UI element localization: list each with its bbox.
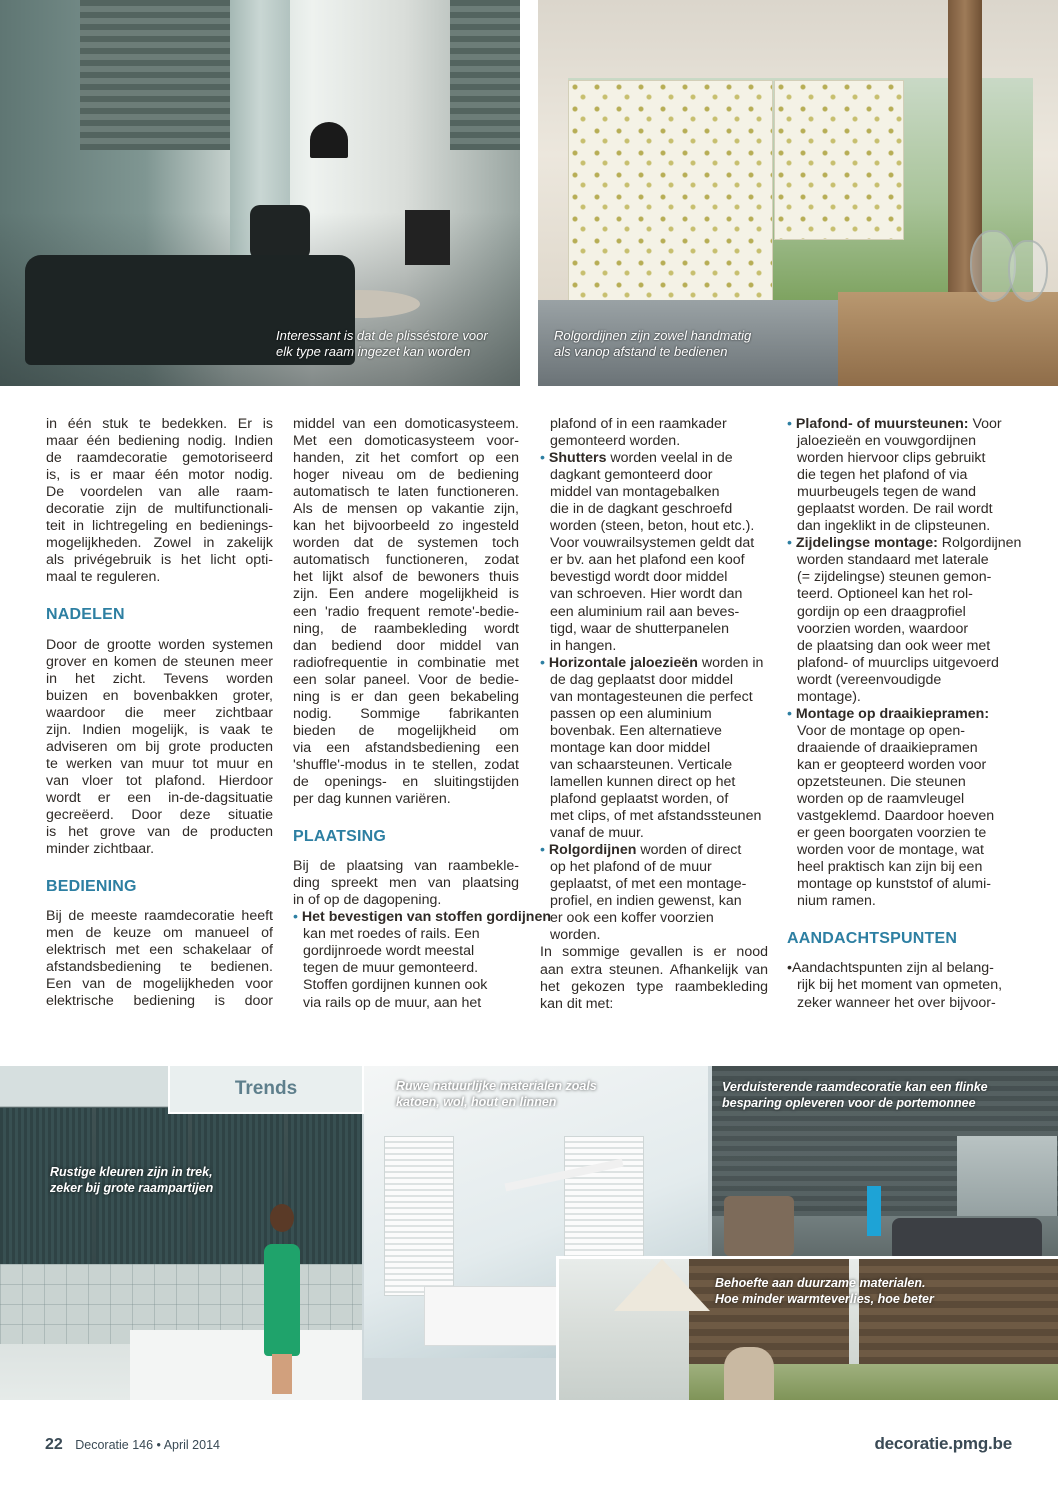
text-line: plafond of in een raamkader xyxy=(550,416,727,432)
text-line: geplaatst, of met een montage- xyxy=(550,876,747,893)
photo-caption-right: Rolgordijnen zijn zowel handmatig als vanop afstand te bedienen xyxy=(554,328,752,359)
bullet-title: Rolgordijnen xyxy=(548,842,637,859)
text-line: worden (steen, beton, hout etc.). xyxy=(550,518,755,535)
text-line: wordt er een in-de-dagsituatie xyxy=(46,789,273,806)
text-line: grover en komen de steunen meer xyxy=(46,653,273,670)
text-line: middel van montagebalken xyxy=(550,484,720,501)
text-line: aan extra steunen. Afhankelijk van xyxy=(540,961,768,978)
person-figure xyxy=(724,1347,774,1400)
bullet-line xyxy=(293,909,552,926)
text-line: worden. xyxy=(550,927,601,944)
text-line: dan bediend door middel van xyxy=(293,637,519,654)
shutter-panel xyxy=(384,1136,454,1296)
text-line: Bij de meeste raamdecoratie heeft xyxy=(46,908,273,925)
bullet-title: Shutters xyxy=(548,450,607,467)
text-line: zijn. Indien mogelijk, is vaak te xyxy=(46,721,273,738)
bullet-line xyxy=(540,450,768,467)
text-line: mogelijkheden. Zowel in zakelijk xyxy=(46,535,273,552)
text-line: bovenbak. Een alternatieve xyxy=(550,722,722,739)
trend-photo-office-blinds xyxy=(0,1066,362,1400)
text-line: dagkant gemonteerd door xyxy=(550,467,713,484)
bullet-plafond-muursteunen xyxy=(787,416,1016,535)
text-line: zijn. Een andere mogelijkheid is xyxy=(293,586,519,603)
text-line: de openings- en sluitingstijden xyxy=(293,773,519,790)
text-line: automatisch te laten functioneren. xyxy=(293,484,519,501)
text-line: een solar paneel. Voor de bedie- xyxy=(293,671,519,688)
bullet-dot: • xyxy=(787,535,792,552)
text-line: Voor vouwrailsystemen geldt dat xyxy=(550,535,755,552)
text-line: montage op kunststof of alumi- xyxy=(797,876,991,893)
text-line: van schroeven. Hier wordt dan xyxy=(550,586,743,603)
text-line: van vloer tot plafond. Hierdoor xyxy=(46,772,273,789)
bullet-text: worden of direct xyxy=(636,842,742,859)
text-line: passen op een aluminium xyxy=(550,705,712,722)
text-line: als privégebruik is het licht opti- xyxy=(46,552,273,569)
bullet-line xyxy=(787,960,1016,977)
wooden-table xyxy=(838,292,1058,386)
text-line: draaiende of draaikiepramen xyxy=(797,739,978,756)
publication-info: Decoratie 146 • April 2014 xyxy=(75,1438,220,1452)
text-line: teit in lichtregeling en bedienings- xyxy=(46,518,273,535)
bullet-line xyxy=(540,655,768,672)
bullet-line xyxy=(787,416,1016,433)
heading-aandachtspunten: AANDACHTSPUNTEN xyxy=(787,930,958,948)
text-line: waardoor die meer zichtbaar xyxy=(46,704,273,721)
text-line: via rails op de muur, aan het xyxy=(303,994,482,1011)
text-line: vanaf de muur. xyxy=(550,825,644,842)
trend-caption-3: Verduisterende raamdecoratie kan een flinke besparing opleveren voor de portemonnee xyxy=(722,1080,988,1110)
text-line: de plaatsing dan ook weer met xyxy=(797,637,991,654)
trend-caption-2: Ruwe natuurlijke materialen zoals katoen, wol, hout en linnen xyxy=(396,1079,597,1109)
heading-nadelen: NADELEN xyxy=(46,606,125,624)
text-line: in of op de dagopening. xyxy=(293,892,442,909)
text-line: er geen boorgaten voorzien te xyxy=(797,825,987,842)
text-line: 'shuffle'-modus in te stellen, zodat xyxy=(293,756,519,773)
text-line: met clips, of met afstandssteunen xyxy=(550,808,762,825)
text-line: hoger niveau om de bediening xyxy=(293,467,519,484)
text-line: een aluminium rail aan beves- xyxy=(550,603,740,620)
heading-plaatsing: PLAATSING xyxy=(293,828,387,846)
text-line: Voor de montage op open- xyxy=(797,722,966,739)
text-line: van schaarsteunen. Verticale xyxy=(550,756,733,773)
text-line: die tegen het plafond of via xyxy=(797,467,968,484)
text-line: plafond geplaatst worden, of xyxy=(550,791,729,808)
bediening-paragraph xyxy=(46,908,273,1010)
text-line: bevestigd wordt door middel xyxy=(550,569,728,586)
text-column-2 xyxy=(293,416,552,1012)
text-line: er bv. aan het plafond een koof xyxy=(550,552,745,569)
text-line: gordijn op een draagprofiel xyxy=(797,603,966,620)
lounge-chair xyxy=(724,1196,794,1256)
text-line: minder zichtbaar. xyxy=(46,841,155,858)
nadelen-paragraph xyxy=(46,637,273,859)
text-line: Bij de plaatsing van raambekle- xyxy=(293,858,519,875)
text-line: van montagesteunen die perfect xyxy=(550,688,753,705)
page-footer xyxy=(0,1400,1058,1496)
text-line: worden standaard met laterale xyxy=(797,552,989,569)
trends-label: Trends xyxy=(234,1078,298,1099)
bullet-line xyxy=(540,842,768,859)
text-line: elektrisch met een schakelaar of xyxy=(46,942,273,959)
text-line: zeker wanneer het over bijvoor- xyxy=(797,994,996,1011)
text-line: handen, zit het comfort op een xyxy=(293,450,519,467)
text-line: jaloezieën en vouwgordijnen xyxy=(797,433,977,450)
bullet-title: Zijdelingse montage: xyxy=(795,535,938,552)
bullet-title: Horizontale jaloezieën xyxy=(548,654,698,671)
text-line: De voordelen van alle raam- xyxy=(46,484,273,501)
text-line: Als de mensen op vakantie zijn, xyxy=(293,501,519,518)
bullet-dot: • xyxy=(293,909,298,926)
text-line: kan met roedes of rails. Een xyxy=(303,926,480,943)
text-line: worden hiervoor clips gebruikt xyxy=(797,450,986,467)
bullet-rolgordijnen xyxy=(540,842,768,944)
floor-lamp xyxy=(310,122,348,158)
text-line: ning, de raambekleding wordt xyxy=(293,620,519,637)
dining-room-photo xyxy=(538,0,1058,386)
text-line: het gekozen type raambekleding xyxy=(540,978,768,995)
text-line: profiel, en indien gewenst, kan xyxy=(550,893,742,910)
text-line: maar één bediening nodig. Indien xyxy=(46,433,273,450)
text-line: worden op de raamvleugel xyxy=(797,791,965,808)
text-line: in één stuk te bedekken. Er is xyxy=(46,416,273,432)
text-line: kan dit met: xyxy=(540,995,614,1012)
text-line: dan ingeklikt in de clipsteunen. xyxy=(797,518,991,535)
text-line: die in de dagkant geschroefd xyxy=(550,501,733,518)
text-line: montage). xyxy=(797,688,861,705)
white-table xyxy=(130,1330,362,1400)
text-line: Met een domoticasysteem voor- xyxy=(293,433,519,450)
text-line: op het plafond of de muur xyxy=(550,859,712,876)
trend-photo-blackout-living xyxy=(712,1066,1058,1280)
text-line: worden voor de montage, wat xyxy=(797,842,984,859)
bullet-dot: • xyxy=(787,960,792,977)
city-view xyxy=(957,1136,1057,1216)
text-line: kan het bijvoorbeeld zo ingesteld xyxy=(293,518,519,535)
text-line: gecreëerd. Door deze situatie xyxy=(46,806,273,823)
trend-photo-roman-blinds xyxy=(556,1256,1058,1400)
heading-bediening: BEDIENING xyxy=(46,878,137,896)
text-line: per dag kunnen variëren. xyxy=(293,791,451,808)
text-line: er ook een koffer voorzien xyxy=(550,910,714,927)
text-line: Door de grootte worden systemen xyxy=(46,636,273,653)
plaatsing-paragraph xyxy=(293,858,519,909)
extra-steunen-paragraph xyxy=(540,944,768,1012)
trend-caption-4: Behoefte aan duurzame materialen. Hoe minder warmteverlies, hoe beter xyxy=(715,1276,934,1306)
text-line: voorzien worden, waardoor xyxy=(797,620,969,637)
text-line: Een van de mogelijkheden voor xyxy=(46,976,273,993)
bullet-zijdelingse-montage xyxy=(787,535,1022,705)
text-line: kan er geopteerd worden voor xyxy=(797,756,987,773)
living-room-photo xyxy=(0,0,520,386)
photo-caption-left: Interessant is dat de plisséstore voor elk type raam ingezet kan worden xyxy=(276,328,488,359)
trends-label-tab xyxy=(168,1066,364,1114)
intro-paragraph xyxy=(46,416,273,586)
bullet-line xyxy=(787,706,1016,723)
text-column-4 xyxy=(787,416,1022,1012)
text-line: muurbeugels tegen de wand xyxy=(797,484,977,501)
lounge-chair xyxy=(250,205,310,260)
trend-caption-1: Rustige kleuren zijn in trek, zeker bij grote raampartijen xyxy=(50,1165,214,1195)
text-line: bieden de mogelijkheid om xyxy=(293,722,519,739)
text-line: tigd, waar de shutterpanelen xyxy=(550,620,730,637)
bullet-shutters xyxy=(540,450,768,655)
text-line: tegen de muur gemonteerd. xyxy=(303,960,479,977)
text-line: men de keuze om manueel of xyxy=(46,925,273,942)
bullet-dot: • xyxy=(540,654,545,671)
text-line: het lijkt alsof de bewoners thuis xyxy=(293,569,519,586)
text-line: via een afstandsbediening een xyxy=(293,739,519,756)
text-line: maal te reguleren. xyxy=(46,569,161,586)
text-line: opzetsteunen. Die steunen xyxy=(797,773,966,790)
bullet-text: worden in xyxy=(697,654,764,671)
domotica-paragraph xyxy=(293,416,519,808)
text-line: montage kan door middel xyxy=(550,739,711,756)
text-column-1 xyxy=(46,416,273,1010)
text-line: wordt (vereenvoudigde xyxy=(797,671,942,688)
text-line: plafond- of muurclips uitgevoerd xyxy=(797,654,999,671)
bullet-line xyxy=(787,535,1022,552)
text-line: ding spreekt men van plaatsing xyxy=(293,875,519,892)
page-number: 22 xyxy=(45,1436,63,1453)
text-line: decoratie zijn de multifunctionali- xyxy=(46,501,273,518)
bullet-text: worden veelal in de xyxy=(606,450,733,467)
woman-head xyxy=(270,1204,294,1232)
woman-legs xyxy=(272,1354,292,1394)
blue-sculpture xyxy=(867,1186,881,1236)
text-line: geplaatst worden. De rail wordt xyxy=(797,501,993,518)
text-line: gordijnroede wordt meestal xyxy=(303,943,475,960)
bullet-title: Plafond- of muursteunen: xyxy=(795,416,969,432)
bullet-text: Rolgordijnen xyxy=(937,535,1022,552)
bullet-dot: • xyxy=(540,842,545,859)
bullet-draaikiepramen xyxy=(787,706,1016,911)
text-line: heel praktisch kan zijn bij een xyxy=(797,859,983,876)
text-line: worden dat de systemen toch xyxy=(293,535,519,552)
text-line: is, is er maar één motor nodig. xyxy=(46,467,273,484)
green-dress xyxy=(264,1244,300,1356)
pendant-lamp xyxy=(614,1259,710,1311)
text-line: is het grove van de producten xyxy=(46,824,273,841)
bullet-title: Montage op draaikiepramen: xyxy=(795,705,990,722)
text-line: rijk bij het moment van opmeten, xyxy=(797,977,1003,994)
bullet-horizontale-jaloezieen xyxy=(540,655,768,843)
text-line: lamellen kunnen direct op het xyxy=(550,773,736,790)
roller-blind-right xyxy=(774,80,904,240)
roman-blind-right xyxy=(450,0,520,150)
website-link[interactable]: decoratie.pmg.be xyxy=(874,1434,1012,1453)
bullet-dot: • xyxy=(540,450,545,467)
woman-figure xyxy=(262,1204,302,1394)
text-line: In sommige gevallen is er nood xyxy=(540,944,768,961)
text-line: ning is er dan geen bekabeling xyxy=(293,688,519,705)
bullet-text: Voor xyxy=(968,416,1002,432)
fireplace xyxy=(405,210,450,265)
glass-vase xyxy=(1008,240,1048,302)
text-line: in het zicht. Tevens worden xyxy=(46,670,273,687)
bullet-dot: • xyxy=(787,705,792,722)
text-line: teerd. Optioneel kan het rol- xyxy=(797,586,973,603)
text-line: nodig. Sommige fabrikanten xyxy=(293,705,519,722)
text-line: (= zijdelingse) steunen gemon- xyxy=(797,569,992,586)
text-line: de dag geplaatst door middel xyxy=(550,671,733,688)
text-line: gemonteerd worden. xyxy=(550,433,681,450)
footer-left xyxy=(45,1436,220,1454)
text-column-3 xyxy=(540,416,768,1013)
text-line: in hangen. xyxy=(550,637,617,654)
text-line: buizen en bovenbakken groter, xyxy=(46,687,273,704)
text-line: vastgeklemd. Daardoor hoeven xyxy=(797,808,995,825)
aandachtspunten-paragraph xyxy=(787,960,1016,1011)
text-line: Stoffen gordijnen kunnen ook xyxy=(303,977,488,994)
text-line: middel van een domoticasysteem. xyxy=(293,416,519,432)
text-line: elektrische bediening is door xyxy=(46,993,273,1010)
text-line: adviseren om bij grote producten xyxy=(46,738,273,755)
text-line: radiofrequentie in combinatie met xyxy=(293,654,519,671)
bullet-title: Het bevestigen van stoffen gordijnen xyxy=(301,909,552,926)
bullet-stoffen-gordijnen xyxy=(293,909,552,1011)
roman-blind-left xyxy=(80,0,230,150)
text-line: afstandsbediening te bedienen. xyxy=(46,959,273,976)
text-line: te werken van muur tot muur en xyxy=(46,755,273,772)
bullet-text: Aandachtspunten zijn al belang- xyxy=(791,960,994,977)
bullet-dot: • xyxy=(787,416,792,432)
roller-blind-left xyxy=(568,80,773,320)
text-line: een 'radio frequent remote'-bedie- xyxy=(293,603,519,620)
text-line: automatisch functioneren, zodat xyxy=(293,552,519,569)
text-line: de raamdecoratie gemotoriseerd xyxy=(46,450,273,467)
text-line: nium ramen. xyxy=(797,893,876,910)
